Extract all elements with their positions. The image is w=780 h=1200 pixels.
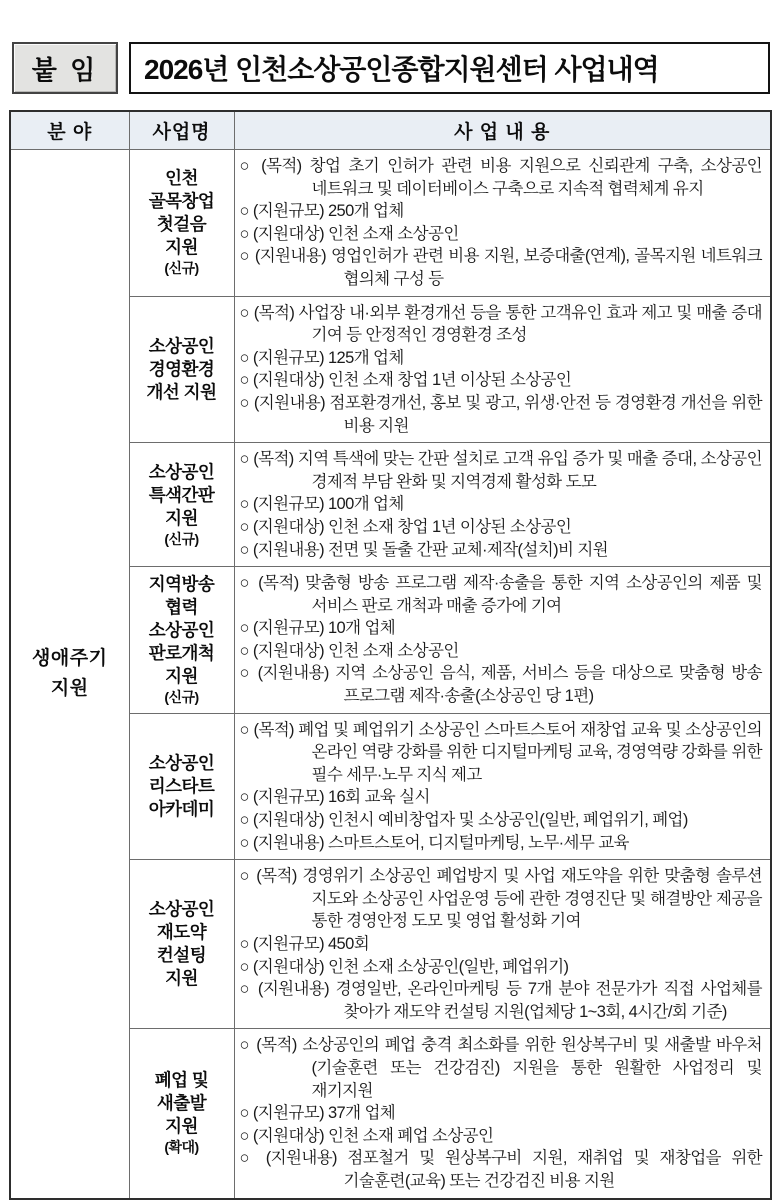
project-name-line: 인천 [165, 168, 198, 189]
project-content-cell [234, 150, 771, 297]
project-tag: (신규) [164, 688, 199, 705]
project-name-cell [129, 567, 234, 714]
project-name-line: 골목창업 [148, 191, 215, 212]
title-box [129, 42, 770, 94]
content-item: ○ (지원대상) 인천 소재 소상공인 [239, 641, 459, 660]
project-name-line: 지원 [165, 968, 198, 989]
document [0, 42, 780, 1190]
project-name-cell [129, 1029, 234, 1199]
content-item: ○ (지원대상) 인천 소재 창업 1년 이상된 소상공인 [239, 371, 572, 390]
project-content-cell [234, 567, 771, 714]
content-item: ○ (목적) 맞춤형 방송 프로그램 제작·송출을 통한 지역 소상공인의 제품 및 서비스 판로 개척과 매출 증가에 기여 [239, 574, 762, 615]
project-name-cell [129, 150, 234, 297]
content-item: ○ (지원내용) 점포환경개선, 홍보 및 광고, 위생·안전 등 경영환경 개선을 위한 비용 지원 [239, 393, 762, 435]
project-name-line: 개선 지원 [146, 381, 217, 402]
content-item: ○ (지원내용) 지역 소상공인 음식, 제품, 서비스 등을 대상으로 맞춤형 방송 프로그램 제작·송출(소상공인 당 1편) [239, 664, 762, 706]
content-item: ○ (지원규모) 100개 업체 [239, 495, 404, 514]
project-content-cell [234, 713, 771, 860]
table-header-row [10, 111, 771, 150]
page-title: 2026년 인천소상공인종합지원센터 사업내역 [144, 54, 659, 85]
content-item: ○ (목적) 지역 특색에 맞는 간판 설치로 고객 유입 증가 및 매출 증대, 소상공인 경제적 부담 완화 및 지역경제 활성화 도모 [239, 450, 762, 491]
project-name-line: 컨설팅 [156, 945, 207, 966]
project-name-line: 판로개척 [148, 642, 215, 663]
table-row [10, 150, 771, 297]
project-tag: (신규) [164, 260, 199, 277]
category-line: 생애주기 [32, 647, 108, 669]
content-item: ○ (목적) 소상공인의 폐업 충격 최소화를 위한 원상복구비 및 새출발 바우처(기술훈련 또는 건강검진) 지원을 통한 원활한 사업정리 및 재기지원 [239, 1036, 762, 1100]
content-item: ○ (지원내용) 경영일반, 온라인마케팅 등 7개 분야 전문가가 직접 사업체를 찾아가 재도약 컨설팅 지원(업체당 1~3회, 4시간/회 기준) [239, 980, 762, 1021]
content-item: ○ (지원규모) 10개 업체 [239, 619, 396, 638]
content-item: ○ (지원내용) 영업인허가 관련 비용 지원, 보증대출(연계), 골목지원 네트워크 협의체 구성 등 [239, 247, 762, 288]
project-name-line: 소상공인 [148, 619, 215, 640]
content-item: ○ (지원대상) 인천 소재 소상공인 [239, 224, 459, 243]
category-line: 지원 [50, 677, 89, 699]
project-name-line: 소상공인 [148, 899, 215, 920]
project-name-line: 새출발 [156, 1093, 207, 1114]
project-name-line: 지원 [165, 665, 198, 686]
project-name-line: 리스타트 [148, 775, 215, 796]
content-item: ○ (목적) 창업 초기 인허가 관련 비용 지원으로 신뢰관계 구축, 소상공인 네트워크 및 데이터베이스 구축으로 지속적 협력체계 유지 [239, 157, 762, 198]
content-item: ○ (지원규모) 16회 교육 실시 [239, 788, 430, 807]
page [0, 42, 780, 1190]
project-name-line: 소상공인 [148, 461, 215, 482]
content-item: ○ (지원규모) 37개 업체 [239, 1104, 396, 1123]
content-item: ○ (목적) 폐업 및 폐업위기 소상공인 스마트스토어 재창업 교육 및 소상공인의 온라인 역량 강화를 위한 디지털마케팅 교육, 경영역량 강화를 위한 필수 세무·노무 지식 제고 [239, 720, 762, 784]
project-name-line: 지원 [165, 237, 198, 258]
project-name-line: 지원 [165, 507, 198, 528]
project-name-line: 지역방송 [148, 573, 215, 594]
project-name-line: 첫걸음 [156, 214, 207, 235]
project-name-line: 경영환경 [148, 358, 215, 379]
project-name-line: 협력 [165, 596, 198, 617]
content-item: ○ (지원규모) 250개 업체 [239, 202, 404, 221]
project-name-line: 특색간판 [148, 484, 215, 505]
column-header-name: 사업명 [129, 111, 234, 150]
content-item: ○ (목적) 경영위기 소상공인 폐업방지 및 사업 재도약을 위한 맞춤형 솔루션 지도와 소상공인 사업운영 등에 관한 경영진단 및 해결방안 제공을 통한 경영안정 도모 및 영업 활성화 기여 [239, 867, 762, 931]
program-table [9, 110, 772, 1200]
content-item: ○ (지원대상) 인천시 예비창업자 및 소상공인(일반, 폐업위기, 폐업) [239, 811, 688, 830]
project-name-line: 지원 [165, 1116, 198, 1137]
project-tag: (확대) [164, 1139, 199, 1156]
content-item: ○ (지원내용) 전면 및 돌출 간판 교체·제작(설치)비 지원 [239, 540, 609, 559]
project-content-cell [234, 1029, 771, 1199]
content-item: ○ (지원내용) 점포철거 및 원상복구비 지원, 재취업 및 재창업을 위한 기술훈련(교육) 또는 건강검진 비용 지원 [239, 1149, 762, 1190]
project-name-cell [129, 860, 234, 1029]
content-item: ○ (목적) 사업장 내·외부 환경개선 등을 통한 고객유인 효과 제고 및 매출 증대 기여 등 안정적인 경영환경 조성 [239, 303, 762, 345]
project-name-line: 아카데미 [148, 798, 215, 819]
project-name-cell [129, 296, 234, 443]
content-item: ○ (지원내용) 스마트스토어, 디지털마케팅, 노무·세무 교육 [239, 833, 629, 852]
project-content-cell [234, 443, 771, 567]
column-header-field: 분 야 [10, 111, 129, 150]
project-name-line: 소상공인 [148, 752, 215, 773]
project-name-line: 소상공인 [148, 335, 215, 356]
project-content-cell [234, 296, 771, 443]
category-cell [10, 150, 129, 1199]
project-name-cell [129, 713, 234, 860]
project-content-cell [234, 860, 771, 1029]
project-name-cell [129, 443, 234, 567]
table-body [10, 150, 771, 1199]
content-item: ○ (지원규모) 450회 [239, 935, 370, 953]
content-item: ○ (지원대상) 인천 소재 폐업 소상공인 [239, 1126, 494, 1145]
attachment-label: 붙 임 [31, 54, 99, 85]
project-tag: (신규) [164, 530, 199, 547]
content-item: ○ (지원대상) 인천 소재 창업 1년 이상된 소상공인 [239, 517, 572, 536]
attachment-label-box [12, 42, 118, 94]
content-item: ○ (지원대상) 인천 소재 소상공인(일반, 폐업위기) [239, 957, 569, 976]
project-name-line: 재도약 [156, 922, 207, 943]
content-item: ○ (지원규모) 125개 업체 [239, 348, 404, 367]
column-header-content: 사 업 내 용 [234, 111, 771, 150]
document-header [12, 42, 770, 94]
project-name-line: 폐업 및 [154, 1070, 209, 1091]
